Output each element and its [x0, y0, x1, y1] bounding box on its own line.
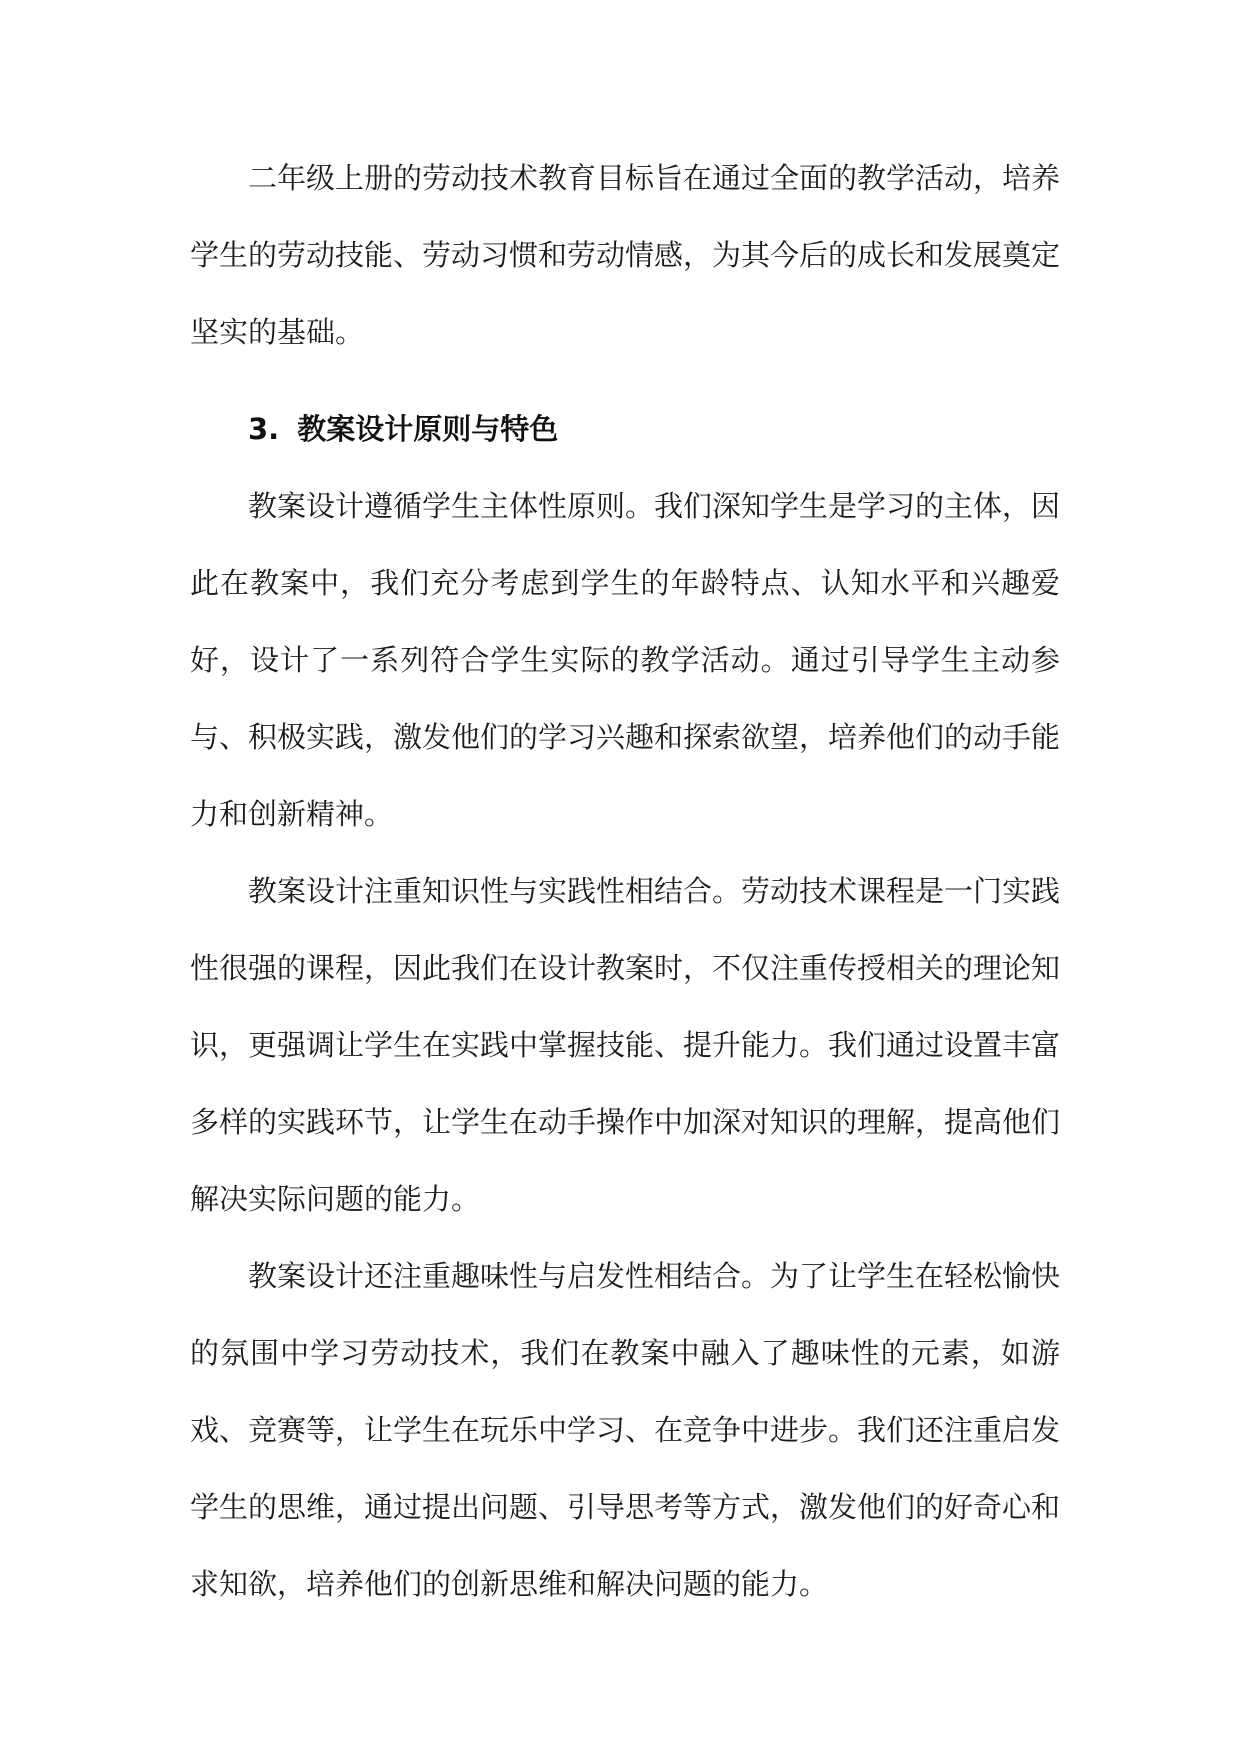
- section-title: 教案设计原则与特色: [297, 412, 559, 446]
- document-body: [190, 140, 1060, 1623]
- body-paragraph-1: 教案设计遵循学生主体性原则。我们深知学生是学习的主体，因此在教案中，我们充分考虑到学生的年龄特点、认知水平和兴趣爱好，设计了一系列符合学生实际的教学活动。通过引导学生主动参与、积极实践，激发他们的学习兴趣和探索欲望，培养他们的动手能力和创新精神。: [190, 489, 1061, 831]
- body-paragraph-2: 教案设计注重知识性与实践性相结合。劳动技术课程是一门实践性很强的课程，因此我们在设计教案时，不仅注重传授相关的理论知识，更强调让学生在实践中掌握技能、提升能力。我们通过设置丰富多样的实践环节，让学生在动手操作中加深对知识的理解，提高他们解决实际问题的能力。: [190, 874, 1061, 1216]
- intro-paragraph: 二年级上册的劳动技术教育目标旨在通过全面的教学活动，培养学生的劳动技能、劳动习惯和劳动情感，为其今后的成长和发展奠定坚实的基础。: [190, 161, 1061, 349]
- section-number: 3.: [248, 412, 280, 446]
- body-paragraph-3: 教案设计还注重趣味性与启发性相结合。为了让学生在轻松愉快的氛围中学习劳动技术，我们在教案中融入了趣味性的元素，如游戏、竞赛等，让学生在玩乐中学习、在竞争中进步。我们还注重启发学生的思维，通过提出问题、引导思考等方式，激发他们的好奇心和求知欲，培养他们的创新思维和解决问题的能力。: [190, 1259, 1061, 1601]
- section-heading: [190, 391, 1060, 468]
